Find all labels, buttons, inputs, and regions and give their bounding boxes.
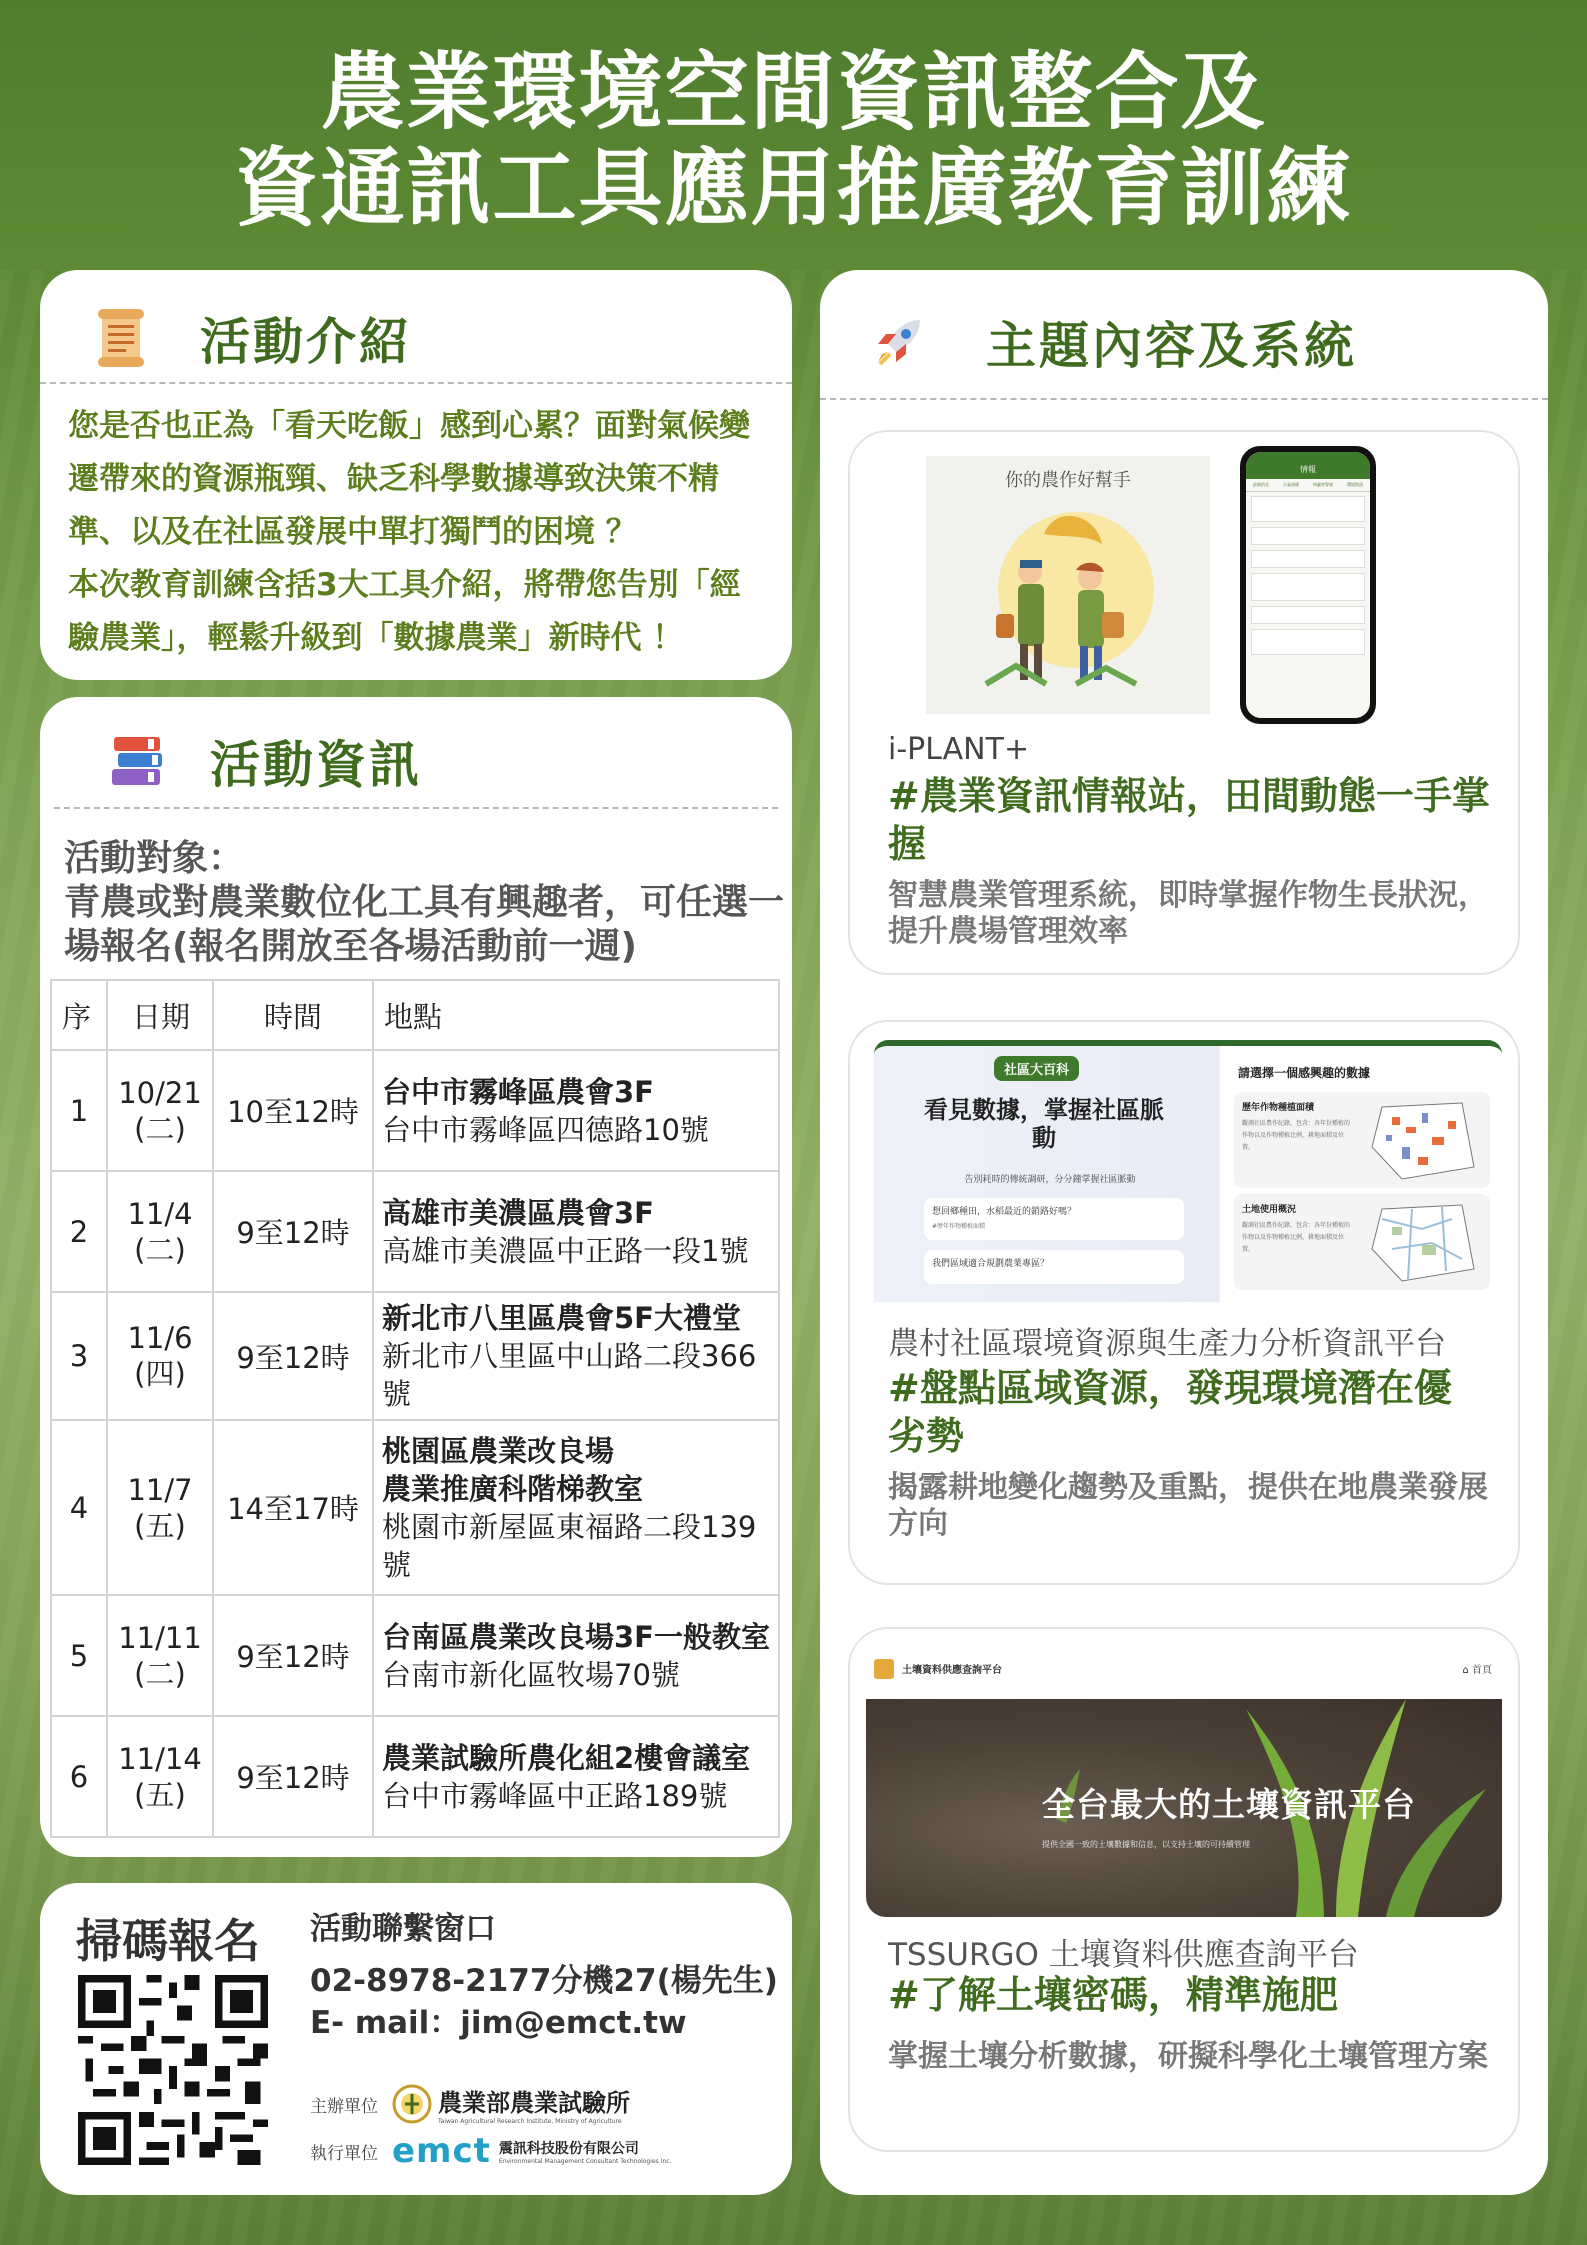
- topics-heading: 主題內容及系統: [986, 317, 1357, 375]
- host-name-block: [438, 2083, 630, 2125]
- info-header: [110, 725, 422, 797]
- date: 11/6: [127, 1321, 193, 1355]
- topic-item-tssurgo: [848, 1627, 1520, 2152]
- row-no: 4: [51, 1420, 107, 1595]
- row-venue: [373, 1716, 779, 1837]
- venue: 新北市八里區農會5F大禮堂: [382, 1301, 741, 1335]
- address: 桃園市新屋區東福路二段139號: [382, 1509, 757, 1582]
- exec-label: 執行單位: [310, 2143, 378, 2164]
- host-name-en: Taiwan Agricultural Research Institute, Ministry of Agriculture: [438, 2118, 622, 2125]
- hero-title: 全台最大的土壤資訊平台: [1042, 1785, 1416, 1824]
- host-label: 主辦單位: [310, 2096, 378, 2117]
- host-org: [310, 2083, 630, 2125]
- address: 台中市霧峰區中正路189號: [382, 1778, 728, 1813]
- audience-text: 青農或對農業數位化工具有興趣者，可任選一場報名(報名開放至各場活動前一週): [64, 882, 785, 967]
- topic-title: #盤點區域資源，發現環境潛在優劣勢: [888, 1366, 1452, 1458]
- phone-tab[interactable]: 病蟲害警報: [1313, 482, 1333, 487]
- tssurgo-hero: [866, 1699, 1502, 1917]
- row-no: 3: [51, 1292, 107, 1420]
- date: 11/7: [127, 1472, 193, 1507]
- date: 11/11: [118, 1620, 202, 1655]
- topic-title: #了解土壤密碼，精準施肥: [888, 1973, 1338, 2017]
- weekday: (五): [134, 1777, 186, 1812]
- host-name: 農業部農業試驗所: [438, 2088, 630, 2117]
- date: 11/14: [118, 1741, 202, 1776]
- topics-card: [820, 270, 1548, 2195]
- row-date: [107, 1050, 213, 1171]
- option-title: 歷年作物種植面積: [1242, 1103, 1315, 1113]
- phone-tab[interactable]: 環境資訊: [1347, 482, 1363, 487]
- headline: 看見數據，掌握社區脈動: [924, 1096, 1164, 1152]
- panel-title: 請選擇一個感興趣的數據: [1238, 1066, 1371, 1080]
- contact-email[interactable]: E- mail：jim@emct.tw: [310, 2005, 687, 2041]
- row-date: [107, 1420, 213, 1595]
- row-venue: [373, 1292, 779, 1420]
- table-row: [51, 1420, 779, 1595]
- venue: 桃園區農業改良場: [382, 1433, 615, 1468]
- phone-tab[interactable]: 最新消息: [1253, 482, 1269, 487]
- badge: 社區大百科: [994, 1056, 1079, 1081]
- schedule-table: [50, 979, 780, 1838]
- col-header-no: 序: [51, 980, 107, 1050]
- divider: [54, 807, 778, 809]
- topic-title: #農業資訊情報站，田間動態一手掌握: [888, 774, 1490, 866]
- question-tag: #歷年作物種植面積: [932, 1223, 986, 1230]
- topic-system-name: 農村社區環境資源與生產力分析資訊平台: [888, 1326, 1446, 1362]
- phone-app-title: 情報: [1300, 465, 1316, 474]
- topic-description: 揭露耕地變化趨勢及重點，提供在地農業發展方向: [888, 1470, 1488, 1541]
- intro-card: [40, 270, 792, 680]
- row-time: 9至12時: [213, 1716, 373, 1837]
- farmers-illustration: [926, 494, 1210, 714]
- list-item: [1251, 606, 1365, 624]
- list-item: [1251, 550, 1365, 568]
- hero-subtitle: 提供全國一致的土壤數據和信息，以支持土壤的可持續管理: [1042, 1840, 1250, 1849]
- table-row: [51, 1292, 779, 1420]
- intro-heading: 活動介紹: [200, 313, 412, 371]
- venue: 農業試驗所農化組2樓會議室: [382, 1740, 751, 1775]
- emct-logo: emct: [392, 2131, 491, 2171]
- address: 新北市八里區中山路二段366號: [382, 1339, 757, 1411]
- col-header-venue: 地點: [373, 980, 779, 1050]
- scan-label: 掃碼報名: [76, 1914, 260, 1968]
- books-icon: [110, 733, 166, 789]
- divider: [40, 382, 792, 384]
- subline: 告別耗時的傳統調研，分分鐘掌握社區脈動: [964, 1175, 1136, 1185]
- tssurgo-site-bar: [874, 1655, 1502, 1685]
- contact-phone[interactable]: 02-8978-2177分機27(楊先生): [310, 1963, 778, 1999]
- row-date: [107, 1171, 213, 1292]
- phone-app-bar: [1246, 452, 1370, 479]
- venue-line2: 農業推廣科階梯教室: [382, 1471, 644, 1506]
- table-row: [51, 1171, 779, 1292]
- table-row: [51, 1595, 779, 1716]
- topic-system-name: i-PLANT+: [888, 732, 1030, 767]
- phone-tabs: [1246, 479, 1370, 492]
- audience-block: [64, 837, 784, 969]
- tari-logo: [392, 2084, 432, 2124]
- intro-paragraph-1: 您是否也正為「看天吃飯」感到心累？面對氣候變遷帶來的資源瓶頸、缺乏科學數據導致決策不精準、以及在社區發展中單打獨鬥的困境 ？: [68, 408, 750, 550]
- phone-tab[interactable]: 天氣預報: [1283, 482, 1299, 487]
- row-no: 2: [51, 1171, 107, 1292]
- weekday: (二): [134, 1111, 186, 1146]
- tssurgo-site-name: 土壤資料供應查詢平台: [902, 1665, 1002, 1676]
- row-no: 1: [51, 1050, 107, 1171]
- landuse-map-thumbnail: [1362, 1199, 1482, 1285]
- phone-list: [1246, 492, 1370, 659]
- phone-mockup: [1240, 446, 1376, 724]
- divider: [820, 398, 1548, 400]
- rocket-icon: [870, 314, 926, 370]
- table-row: [51, 1050, 779, 1171]
- row-time: 9至12時: [213, 1595, 373, 1716]
- address: 高雄市美濃區中正路一段1號: [382, 1233, 749, 1268]
- poster-title-line1: 農業環境空間資訊整合及: [320, 43, 1267, 141]
- option-desc: 觀測社區農作紀錄，包含：各年份種植的作物以及作物種植比例、耕地面積及位置。: [1242, 1222, 1351, 1253]
- intro-header: [92, 302, 412, 374]
- phone-screen: [1246, 452, 1370, 718]
- scroll-icon: [92, 307, 150, 369]
- question: 我們區域適合規劃農業專區？: [932, 1259, 1050, 1269]
- exec-name: 震訊科技股份有限公司: [498, 2140, 639, 2157]
- table-row: [51, 1716, 779, 1837]
- iplant-illustration: [926, 456, 1210, 714]
- row-time: 14至17時: [213, 1420, 373, 1595]
- weekday: (二): [134, 1232, 186, 1267]
- venue: 高雄市美濃區農會3F: [382, 1195, 654, 1230]
- row-date: [107, 1716, 213, 1837]
- option-desc: 觀測社區農作紀錄，包含：各年份種植的作物以及作物種植比例、耕地面積及位置。: [1242, 1120, 1351, 1151]
- weekday: (五): [134, 1508, 186, 1543]
- col-header-date: 日期: [107, 980, 213, 1050]
- row-venue: [373, 1050, 779, 1171]
- option-card[interactable]: [1234, 1194, 1490, 1290]
- exec-name-block: [499, 2138, 672, 2165]
- contact-card: [40, 1883, 792, 2195]
- topic-item-iplant: [848, 430, 1520, 975]
- tssurgo-logo-icon: [874, 1659, 894, 1679]
- topic-description: 智慧農業管理系統，即時掌握作物生長狀況，提升農場管理效率: [888, 878, 1488, 949]
- audience-label: 活動對象：: [64, 838, 245, 879]
- table-header-row: [51, 980, 779, 1050]
- option-title: 土地使用概況: [1242, 1205, 1297, 1215]
- row-date: [107, 1292, 213, 1420]
- row-time: 10至12時: [213, 1050, 373, 1171]
- row-time: 9至12時: [213, 1292, 373, 1420]
- exec-name-en: Environmental Management Consultant Technologies Inc.: [498, 2157, 672, 2165]
- community-screenshot: [874, 1040, 1502, 1302]
- row-venue: [373, 1595, 779, 1716]
- option-card[interactable]: [1234, 1092, 1490, 1188]
- list-item: [1251, 496, 1365, 522]
- intro-paragraph-2: 本次教育訓練含括3大工具介紹，將帶您告別「經驗農業」，輕鬆升級到「數據農業」新時代 ！: [68, 567, 741, 656]
- poster-title-line2: 資通訊工具應用推廣教育訓練: [234, 139, 1353, 237]
- registration-qr-code[interactable]: [78, 1975, 268, 2165]
- question-card[interactable]: [924, 1198, 1184, 1240]
- iplant-tagline: 你的農作好幫手: [1005, 470, 1131, 491]
- row-date: [107, 1595, 213, 1716]
- row-venue: [373, 1420, 779, 1595]
- topic-system-name: TSSURGO 土壤資料供應查詢平台: [888, 1937, 1359, 1973]
- address: 台中市霧峰區四德路10號: [382, 1112, 709, 1147]
- row-venue: [373, 1171, 779, 1292]
- date: 10/21: [118, 1075, 202, 1110]
- weekday: (二): [134, 1656, 186, 1691]
- date: 11/4: [127, 1196, 193, 1231]
- home-link[interactable]: ⌂ 首頁: [1462, 1665, 1492, 1676]
- question-card[interactable]: [924, 1250, 1184, 1284]
- weekday: (四): [134, 1357, 186, 1391]
- list-item: [1251, 629, 1365, 655]
- contact-title: 活動聯繫窗口: [310, 1911, 496, 1947]
- list-item: [1251, 573, 1365, 601]
- address: 台南市新化區牧場70號: [382, 1657, 680, 1692]
- intro-body: [68, 400, 768, 665]
- crop-map-thumbnail: [1362, 1097, 1482, 1183]
- topic-item-community: [848, 1020, 1520, 1585]
- col-header-time: 時間: [213, 980, 373, 1050]
- exec-org: [310, 2131, 671, 2171]
- question: 想回鄉種田，水稻最近的銷路好嗎？: [932, 1207, 1077, 1217]
- venue: 台中市霧峰區農會3F: [382, 1074, 654, 1109]
- info-card: [40, 697, 792, 1857]
- topic-description: 掌握土壤分析數據，研擬科學化土壤管理方案: [888, 2039, 1488, 2074]
- list-item: [1251, 527, 1365, 545]
- row-time: 9至12時: [213, 1171, 373, 1292]
- topics-header: [870, 306, 1357, 378]
- venue: 台南區農業改良場3F一般教室: [382, 1619, 770, 1654]
- row-no: 5: [51, 1595, 107, 1716]
- row-no: 6: [51, 1716, 107, 1837]
- info-heading: 活動資訊: [210, 736, 422, 794]
